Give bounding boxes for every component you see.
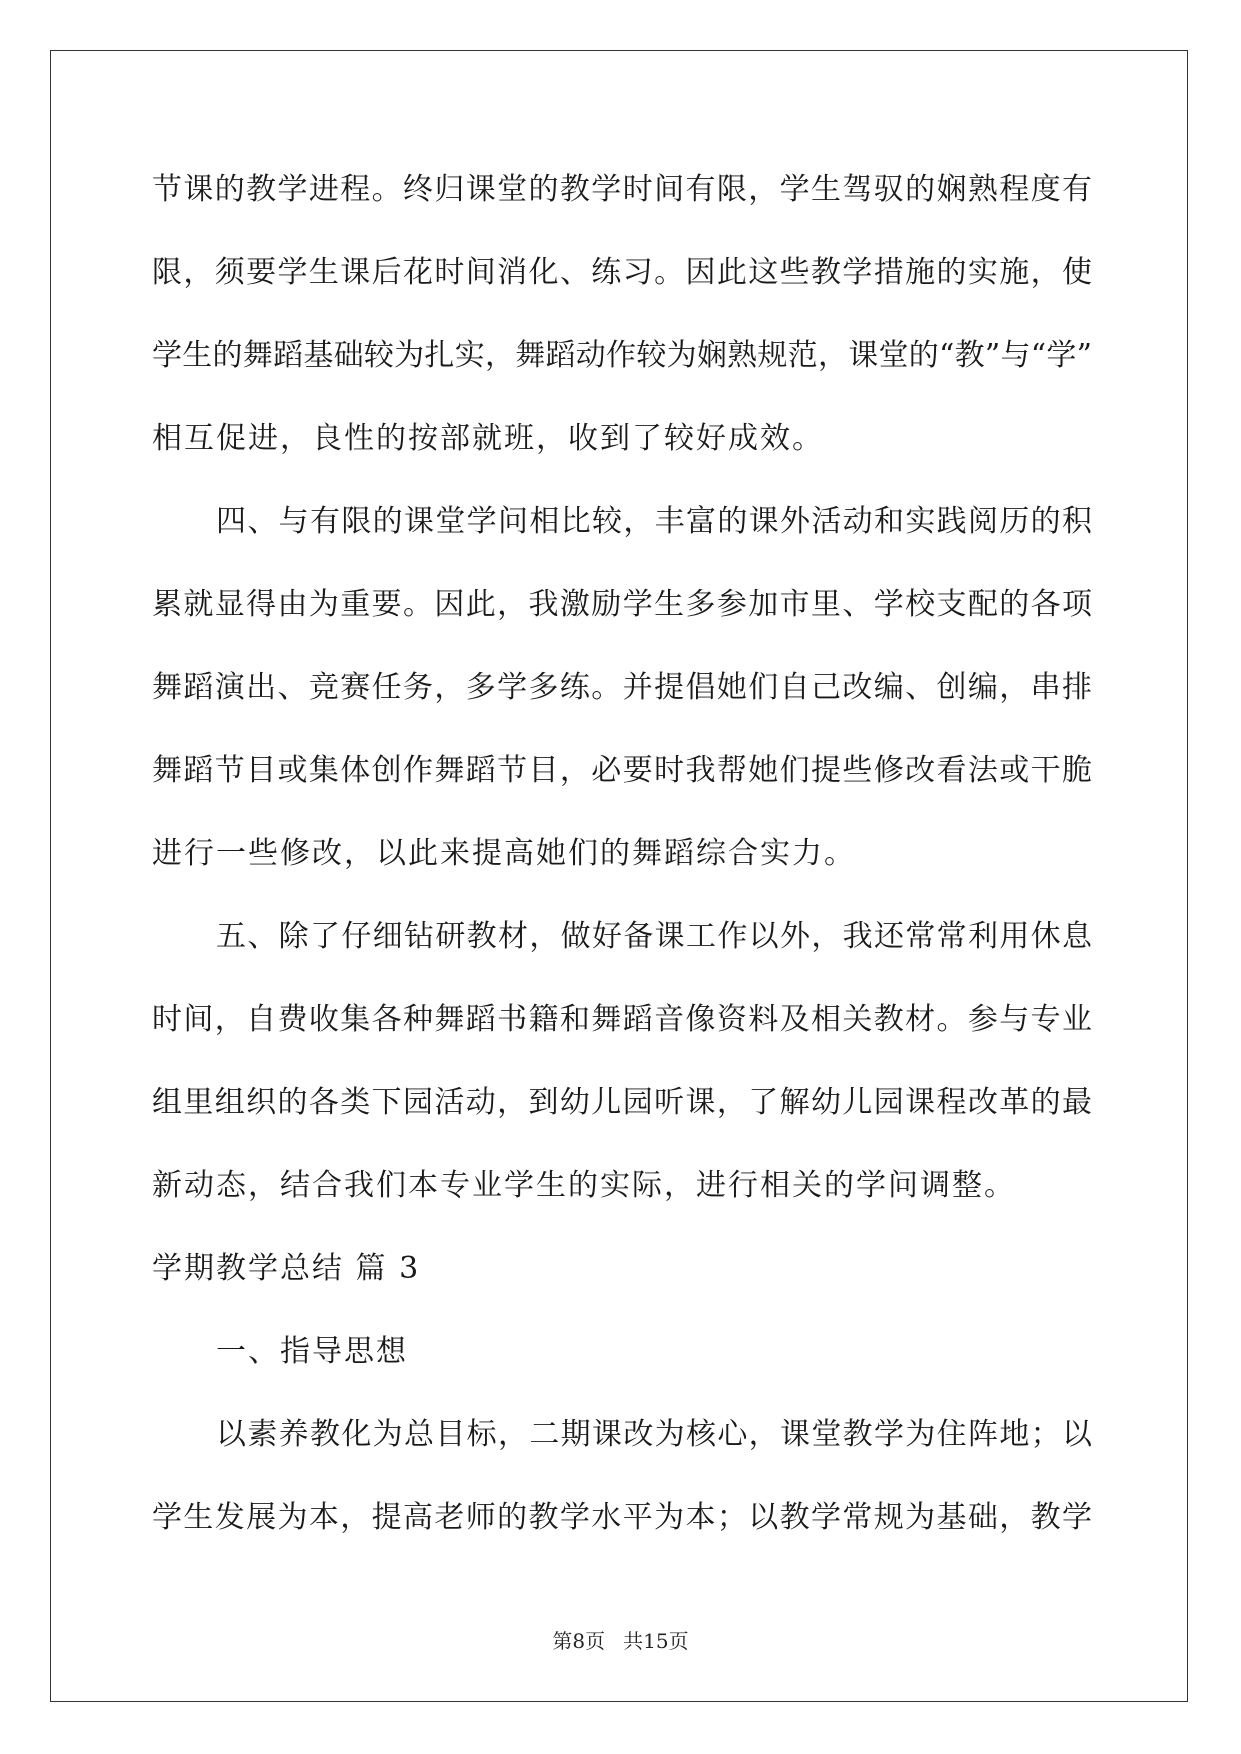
document-body (152, 162, 1092, 1573)
page-total: 共15页 (623, 1629, 689, 1653)
paragraph-line: 四、与有限的课堂学问相比较，丰富的课外活动和实践阅历的积 (216, 504, 1092, 539)
paragraph-line: 累就显得由为重要。因此，我激励学生多参加市里、学校支配的各项 (152, 587, 1092, 622)
page-footer (0, 1625, 1241, 1654)
subsection-heading: 一、指导思想 (216, 1334, 408, 1369)
paragraph-line: 节课的教学进程。终归课堂的教学时间有限，学生驾驭的娴熟程度有 (152, 172, 1092, 207)
paragraph-line: 以素养教化为总目标，二期课改为核心，课堂教学为住阵地；以 (216, 1417, 1092, 1452)
paragraph-line: 五、除了仔细钻研教材，做好备课工作以外，我还常常利用休息 (216, 919, 1092, 954)
paragraph-line: 学生发展为本，提高老师的教学水平为本；以教学常规为基础，教学 (152, 1500, 1092, 1535)
paragraph-line: 新动态，结合我们本专业学生的实际，进行相关的学问调整。 (152, 1168, 1016, 1203)
paragraph-line: 舞蹈节目或集体创作舞蹈节目，必要时我帮她们提些修改看法或干脆 (152, 753, 1092, 788)
paragraph-line: 组里组织的各类下园活动，到幼儿园听课，了解幼儿园课程改革的最 (152, 1085, 1092, 1120)
paragraph-line: 舞蹈演出、竞赛任务，多学多练。并提倡她们自己改编、创编，串排 (152, 670, 1092, 705)
paragraph-line: 时间，自费收集各种舞蹈书籍和舞蹈音像资料及相关教材。参与专业 (152, 1002, 1092, 1037)
page-number: 第8页 (552, 1629, 606, 1653)
paragraph-line: 限，须要学生课后花时间消化、练习。因此这些教学措施的实施，使 (152, 255, 1092, 290)
paragraph-line: 学生的舞蹈基础较为扎实，舞蹈动作较为娴熟规范，课堂的“教”与“学” (152, 338, 1092, 373)
paragraph-line: 进行一些修改，以此来提高她们的舞蹈综合实力。 (152, 836, 856, 871)
section-heading: 学期教学总结 篇 3 (152, 1251, 421, 1286)
paragraph-line: 相互促进，良性的按部就班，收到了较好成效。 (152, 421, 824, 456)
